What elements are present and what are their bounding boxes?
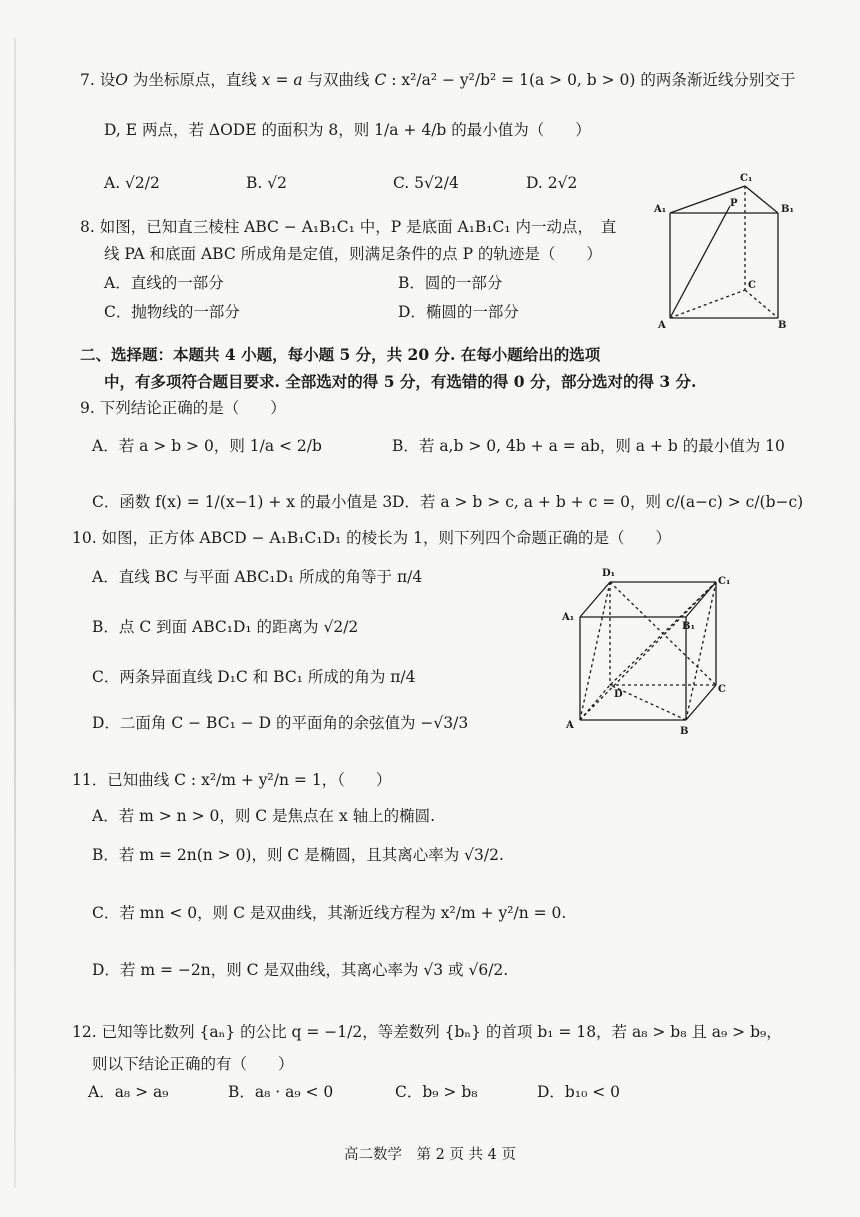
- prism-figure: [650, 168, 800, 333]
- label-c1-cube: C₁: [718, 576, 731, 587]
- q11-option-a: A．若 m > n > 0，则 C 是焦点在 x 轴上的椭圆.: [92, 807, 436, 825]
- q12-option-b: B．a₈ · a₉ < 0: [228, 1083, 334, 1101]
- label-c: C: [748, 280, 756, 291]
- label-b1-cube: B₁: [682, 621, 695, 632]
- label-b1: B₁: [781, 204, 794, 215]
- q7-option-d: D. 2√2: [526, 174, 578, 192]
- q10-stem: 10. 如图，正方体 ABCD − A₁B₁C₁D₁ 的棱长为 1，则下列四个命题正确的是（ ）: [72, 529, 671, 547]
- q8-line2: 线 PA 和底面 ABC 所成角是定值，则满足条件的点 P 的轨迹是（ ）: [104, 245, 602, 263]
- q9-option-a: A．若 a > b > 0，则 1/a < 2/b: [92, 437, 322, 455]
- q11-option-d: D．若 m = −2n，则 C 是双曲线，其离心率为 √3 或 √6/2.: [92, 961, 509, 979]
- q7-line2: D, E 两点，若 ΔODE 的面积为 8，则 1/a + 4/b 的最小值为（ ）: [104, 121, 591, 139]
- label-d1: D₁: [602, 568, 616, 579]
- q7-option-c: C. 5√2/4: [393, 174, 459, 192]
- q12-option-d: D．b₁₀ < 0: [537, 1083, 620, 1101]
- section2-line1: 二、选择题：本题共 4 小题，每小题 5 分，共 20 分. 在每小题给出的选项: [80, 345, 601, 364]
- q9-option-c: C．函数 f(x) = 1/(x−1) + x 的最小值是 3: [92, 493, 393, 511]
- q10-option-a: A．直线 BC 与平面 ABC₁D₁ 所成的角等于 π/4: [92, 568, 423, 586]
- label-b-cube: B: [680, 726, 689, 737]
- q11-stem: 11．已知曲线 C : x²/m + y²/n = 1，（ ）: [72, 771, 392, 789]
- label-a: A: [658, 320, 666, 331]
- q9-option-b: B．若 a,b > 0, 4b + a = ab，则 a + b 的最小值为 10: [392, 437, 785, 455]
- section2-line2: 中，有多项符合题目要求. 全部选对的得 5 分，有选错的得 0 分，部分选对的得 3 分.: [104, 372, 697, 391]
- q8-option-b: B．圆的一部分: [398, 274, 503, 292]
- q11-option-b: B．若 m = 2n(n > 0)，则 C 是椭圆，且其离心率为 √3/2.: [92, 846, 504, 864]
- q11-option-c: C．若 mn < 0，则 C 是双曲线，其渐近线方程为 x²/m + y²/n = 0.: [92, 904, 567, 922]
- q9-option-d: D．若 a > b > c, a + b + c = 0，则 c/(a−c) > c/(b−c): [392, 493, 804, 511]
- label-b: B: [778, 320, 787, 331]
- label-p: P: [730, 198, 738, 209]
- label-a1-cube: A₁: [562, 612, 575, 623]
- label-d: D: [614, 689, 623, 700]
- label-c-cube: C: [718, 684, 726, 695]
- q12-option-a: A．a₈ > a₉: [88, 1083, 169, 1101]
- cube-figure: [558, 560, 748, 740]
- q8-option-c: C．抛物线的一部分: [104, 303, 240, 321]
- q8-option-d: D．椭圆的一部分: [398, 303, 519, 321]
- q10-option-d: D．二面角 C − BC₁ − D 的平面角的余弦值为 −√3/3: [92, 714, 469, 732]
- q8-line1: 8. 如图，已知直三棱柱 ABC − A₁B₁C₁ 中，P 是底面 A₁B₁C₁ 内一动点， 直: [80, 218, 617, 236]
- q10-option-b: B．点 C 到面 ABC₁D₁ 的距离为 √2/2: [92, 618, 359, 636]
- q12-line1: 12. 已知等比数列 {aₙ} 的公比 q = −1/2，等差数列 {bₙ} 的首项 b₁ = 18，若 a₈ > b₈ 且 a₉ > b₉，: [72, 1023, 782, 1041]
- label-a1: A₁: [654, 204, 667, 215]
- page-footer: 高二数学 第 2 页 共 4 页: [344, 1147, 516, 1163]
- q10-option-c: C．两条异面直线 D₁C 和 BC₁ 所成的角为 π/4: [92, 668, 416, 686]
- q8-option-a: A．直线的一部分: [104, 274, 224, 292]
- q12-option-c: C．b₉ > b₈: [395, 1083, 478, 1101]
- label-c1: C₁: [740, 173, 753, 184]
- q12-line2: 则以下结论正确的有（ ）: [92, 1055, 294, 1073]
- q7-line1: 7. 设O 为坐标原点，直线 x = a 与双曲线 C : x²/a² − y²/b² = 1(a > 0, b > 0) 的两条渐近线分别交于: [80, 71, 796, 89]
- q7-option-a: A. √2/2: [104, 174, 160, 192]
- q7-option-b: B. √2: [246, 174, 287, 192]
- page-edge: [14, 38, 16, 1188]
- label-a-cube: A: [566, 720, 574, 731]
- q9-stem: 9. 下列结论正确的是（ ）: [80, 399, 286, 417]
